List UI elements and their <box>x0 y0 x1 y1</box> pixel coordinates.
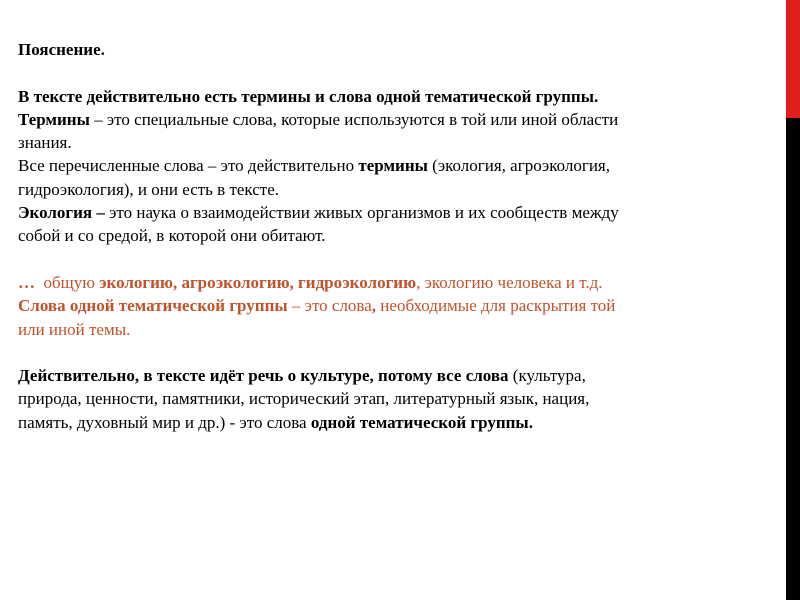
spacer <box>18 341 758 364</box>
term-word: Термины <box>18 109 90 129</box>
accent-bar-red <box>786 0 800 118</box>
spacer <box>18 248 758 271</box>
spacer <box>18 61 758 84</box>
paragraph-terms-examples: Все перечисленные слова – это действительно термины (экология, агроэкология, гидроэкология), и они есть в тексте. <box>18 156 610 199</box>
paragraph-statement: В тексте действительно есть термины и слова одной тематической группы. <box>18 86 599 106</box>
accent-bar-black <box>786 118 800 600</box>
paragraph-culture-conclusion: Действительно, в тексте идёт речь о культуре, потому все слова (культура, природа, ценности, памятники, исторический этап, литературный язык, нация, память, духовный мир и др.) - это слова одной тематической группы. <box>18 366 590 432</box>
quote-line: … общую экологию, агроэкологию, гидроэкологию, экологию человека и т.д. <box>18 272 603 292</box>
paragraph-ecology-definition: Экология – это наука о взаимодействии живых организмов и их сообществ между собой и со средой, в которой они обитают. <box>18 203 619 246</box>
paragraph-thematic-group-definition: Слова одной тематической группы – это слова, необходимые для раскрытия той или иной темы. <box>18 296 616 339</box>
slide-text-body <box>18 38 758 434</box>
heading: Пояснение. <box>18 40 105 59</box>
paragraph-terms-definition: Термины – это специальные слова, которые используются в той или иной области знания. <box>18 109 619 153</box>
